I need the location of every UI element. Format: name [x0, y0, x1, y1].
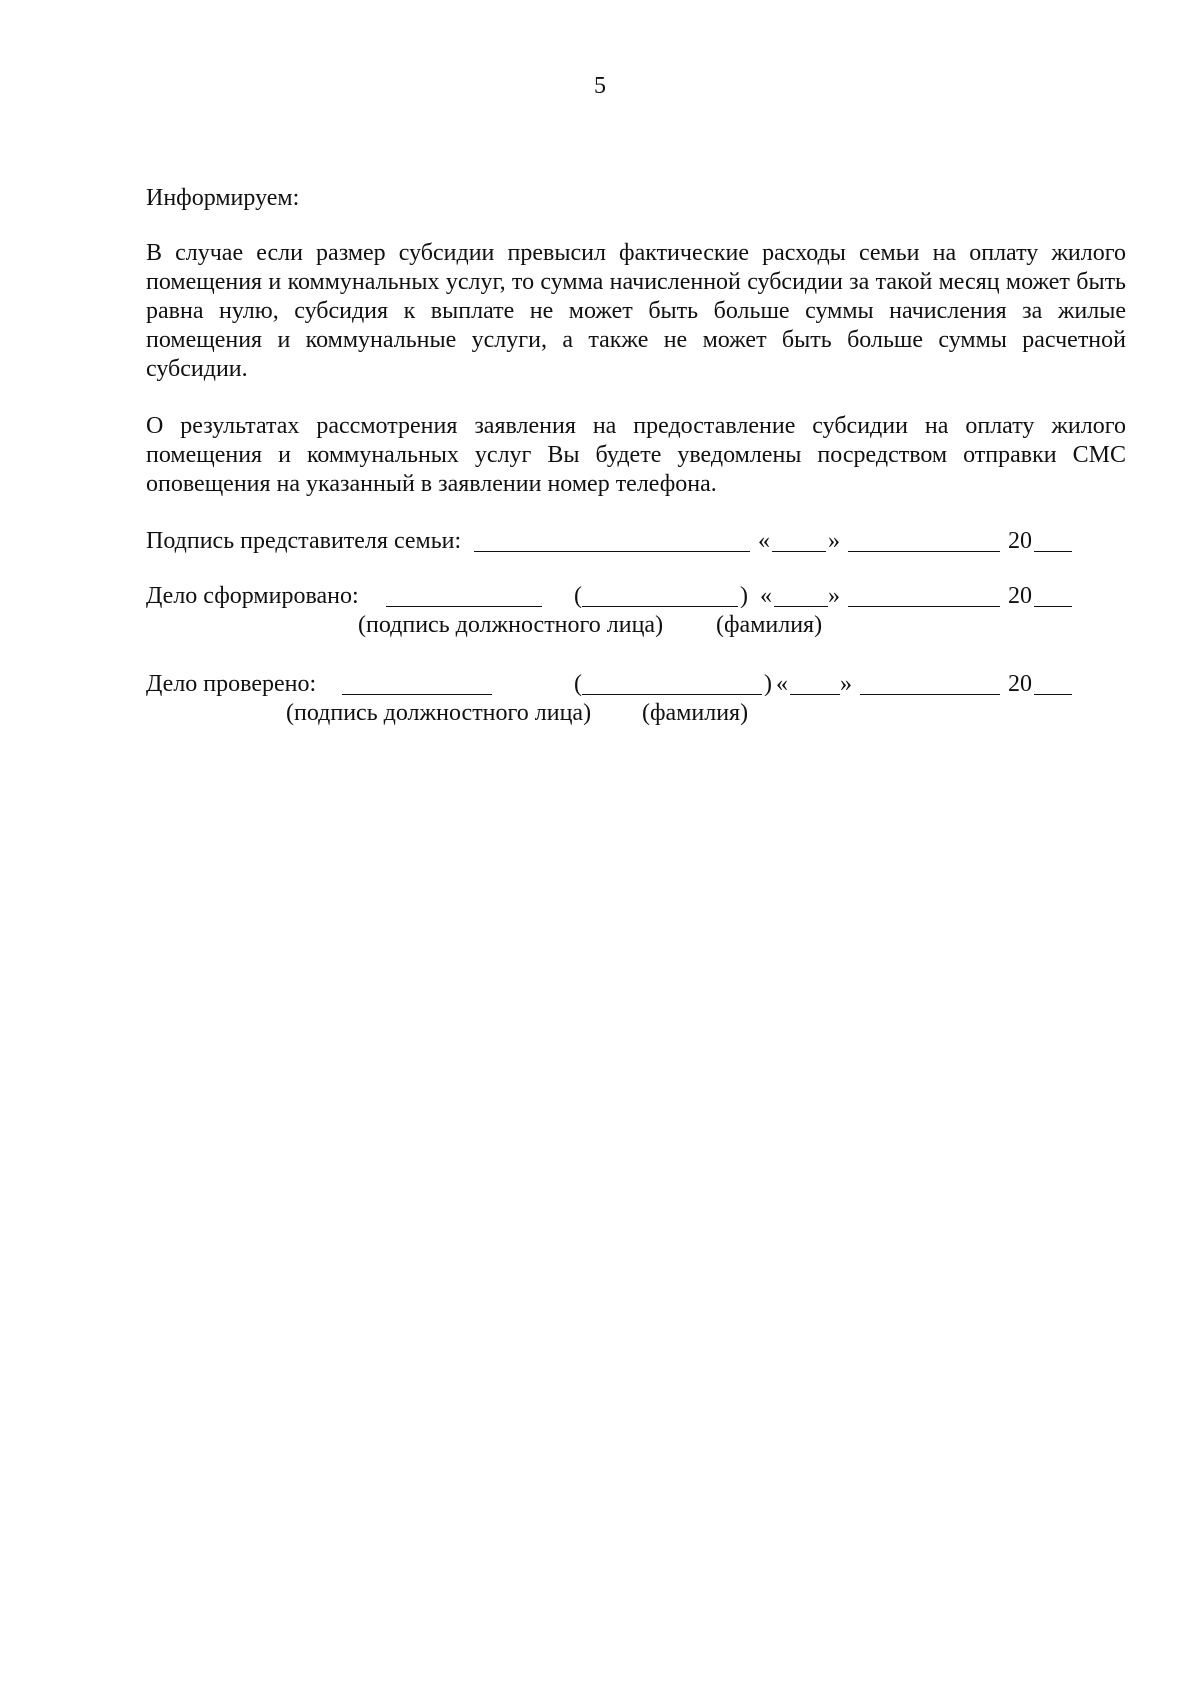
paragraph-notification: О результатах рассмотрения заявления на предоставление субсидии на оплату жилого помещения и коммунальных услуг Вы будете уведомлены посредством отправки СМС оповещения на указанный в заявлении номер телефона. — [146, 413, 1126, 497]
case-formed-label: Дело сформировано: — [146, 583, 359, 609]
case-checked-label: Дело проверено: — [146, 671, 317, 697]
family-signature-line — [146, 527, 1126, 556]
case-formed-signature-caption: (подпись должностного лица) — [358, 612, 664, 638]
case-checked-block — [146, 670, 1126, 728]
family-signature-blank[interactable] — [474, 527, 750, 560]
case-checked-surname-caption: (фамилия) — [642, 700, 749, 726]
case-checked-paren-close: ) — [764, 671, 772, 697]
case-checked-date-open-quote: « — [776, 671, 788, 697]
family-date-year-blank[interactable] — [1034, 527, 1072, 560]
document-body — [146, 184, 1126, 728]
family-date-close-quote: » — [828, 528, 840, 554]
case-checked-line — [146, 670, 1126, 699]
heading: Информируем: — [146, 185, 300, 211]
case-formed-captions — [146, 611, 1126, 640]
paragraph-subsidy-info: В случае если размер субсидии превысил фактические расходы семьи на оплату жилого помещения и коммунальных услуг, то сумма начисленной субсидии за такой месяц может быть равна нулю, субсидия к выплате не может быть больше суммы начисления за жилые помещения и коммунальные услуги, а также не может быть больше суммы расчетной субсидии. — [146, 240, 1126, 382]
case-formed-block — [146, 582, 1126, 640]
case-checked-date-close-quote: » — [840, 671, 852, 697]
family-date-open-quote: « — [758, 528, 770, 554]
case-formed-paren-close: ) — [740, 583, 748, 609]
case-formed-date-close-quote: » — [828, 583, 840, 609]
family-signature-block — [146, 527, 1126, 556]
case-checked-captions — [146, 699, 1126, 728]
case-formed-surname-caption: (фамилия) — [716, 612, 823, 638]
case-formed-date-open-quote: « — [760, 583, 772, 609]
case-formed-line — [146, 582, 1126, 611]
case-formed-paren-open: ( — [574, 583, 582, 609]
family-date-month-blank[interactable] — [848, 527, 1000, 560]
case-checked-signature-caption: (подпись должностного лица) — [286, 700, 592, 726]
family-date-day-blank[interactable] — [772, 527, 826, 560]
family-signature-label: Подпись представителя семьи: — [146, 528, 462, 554]
case-checked-date-year-prefix: 20 — [1008, 671, 1032, 697]
page-number: 5 — [594, 73, 606, 99]
case-checked-paren-open: ( — [574, 671, 582, 697]
case-formed-date-year-prefix: 20 — [1008, 583, 1032, 609]
family-date-year-prefix: 20 — [1008, 528, 1032, 554]
